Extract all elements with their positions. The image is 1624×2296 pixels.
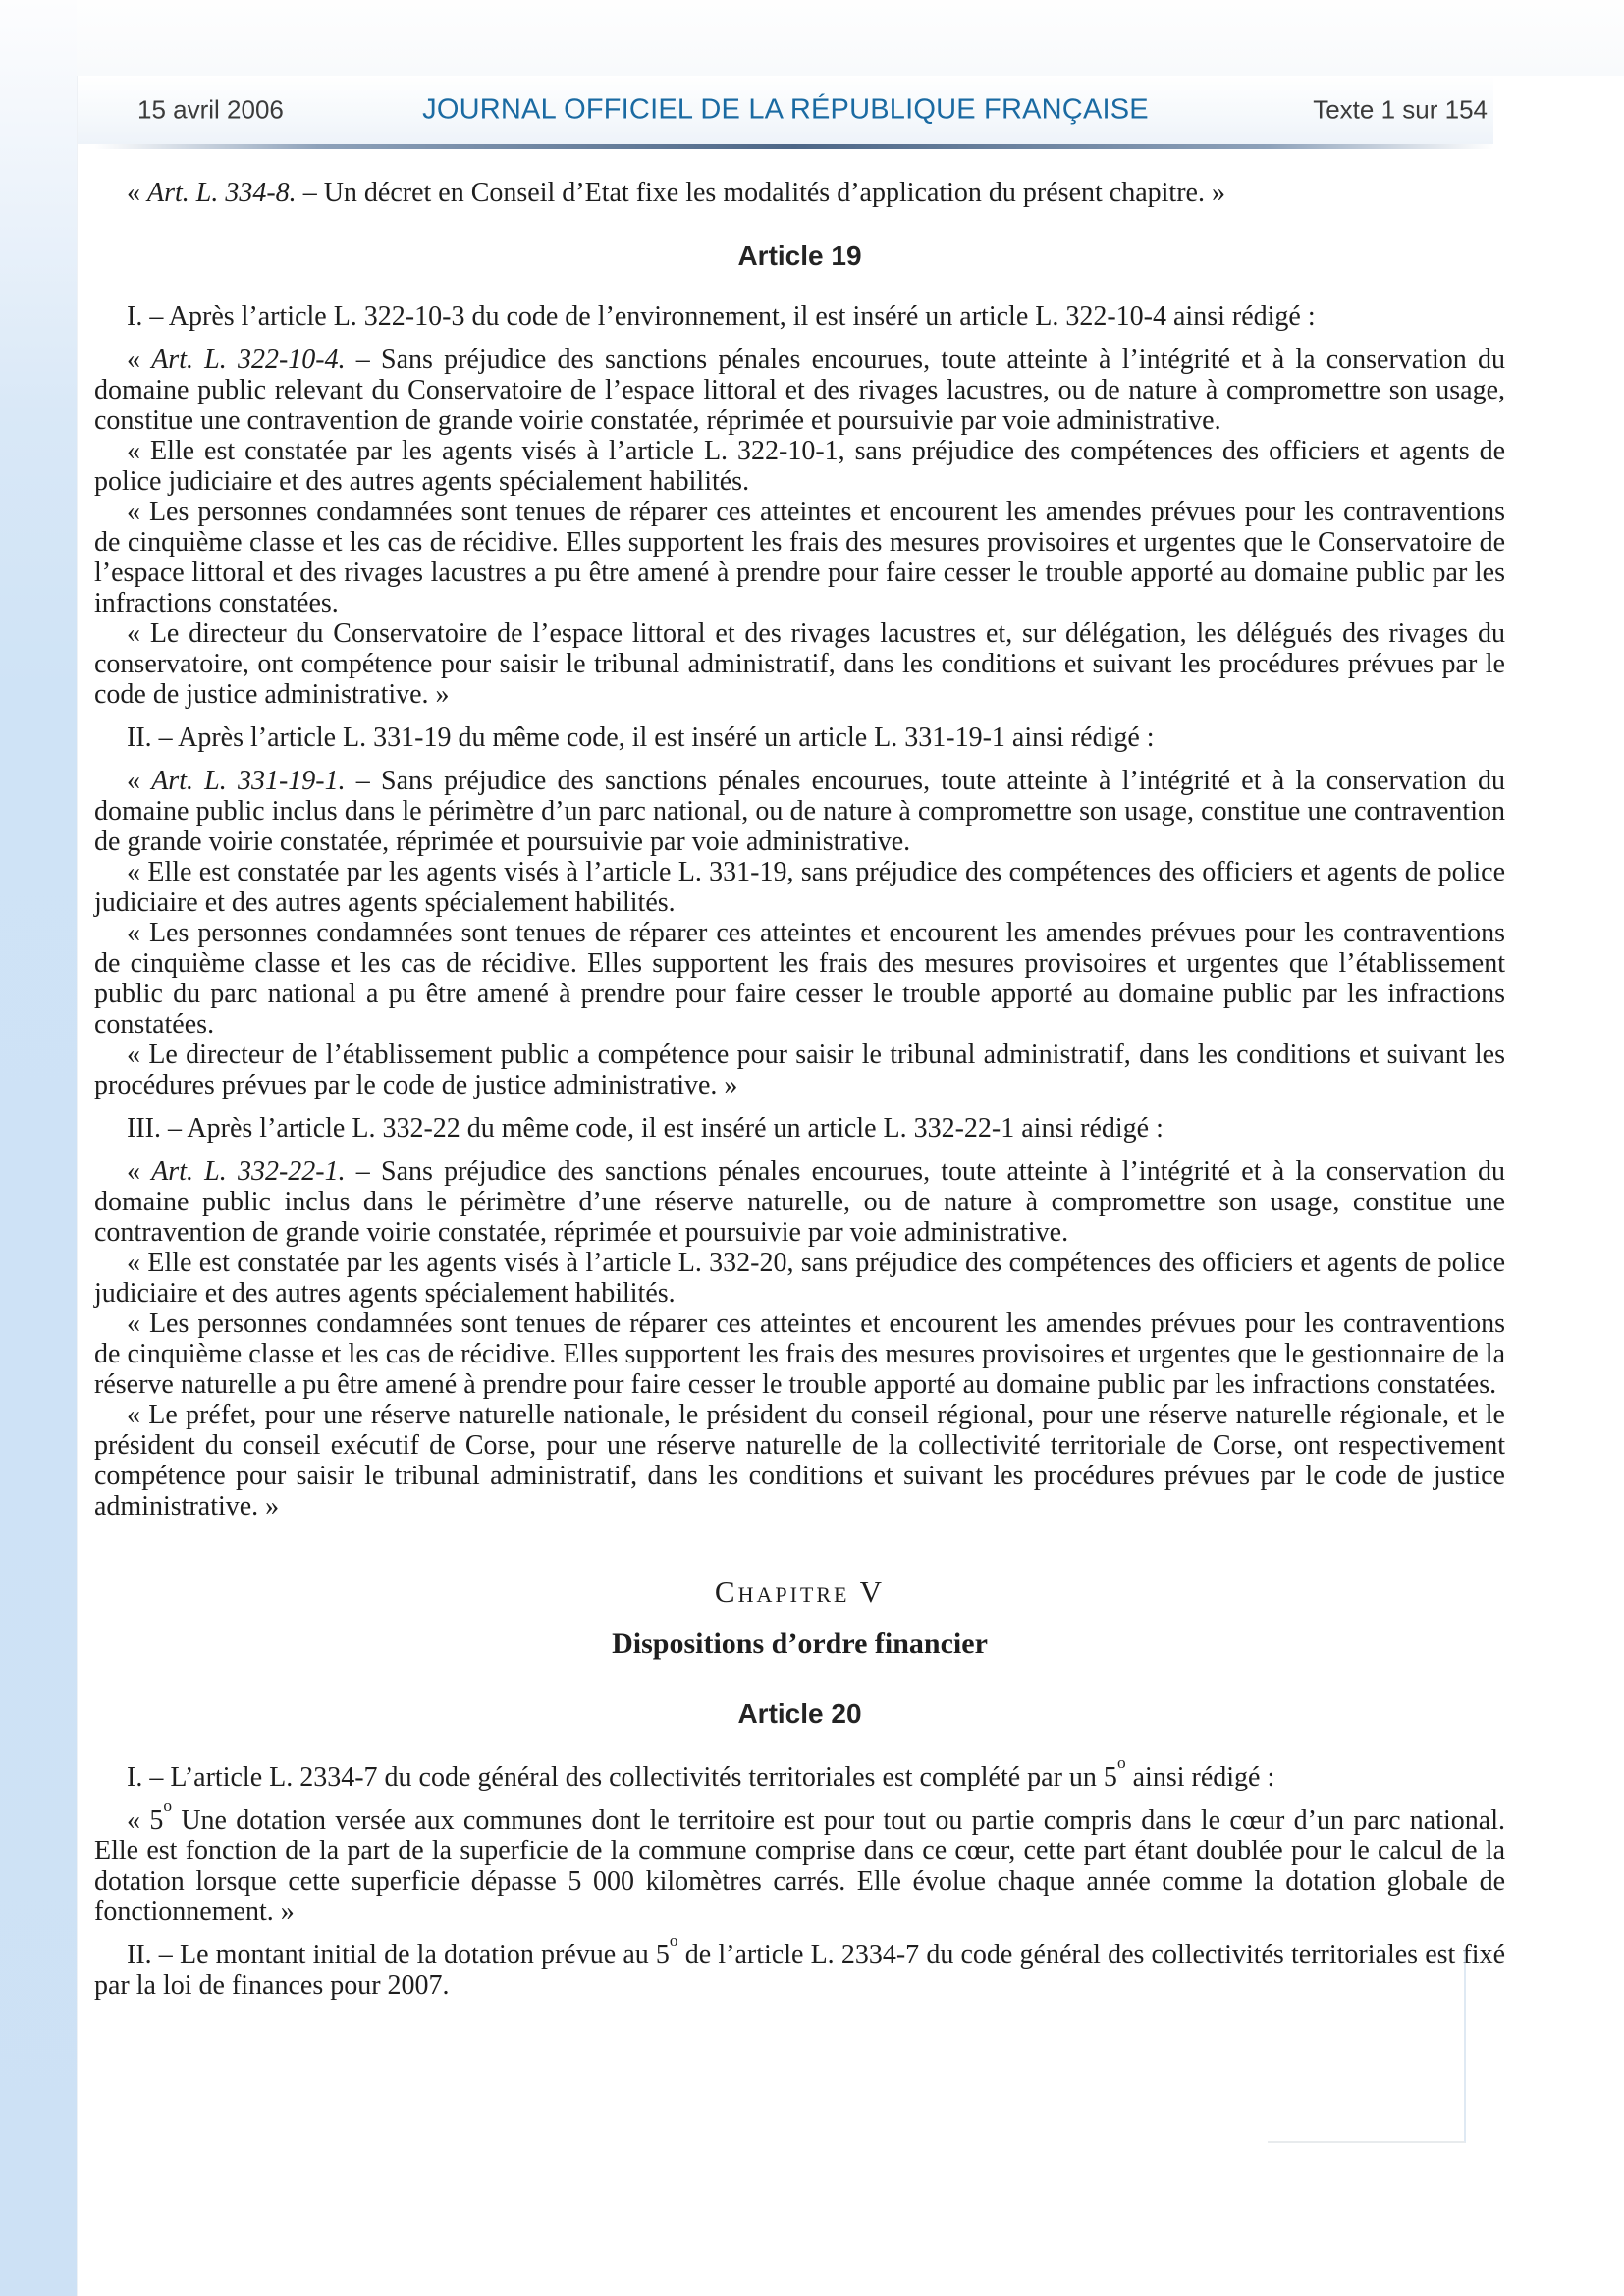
paragraph: « Art. L. 334-8. – Un décret en Conseil d’Etat fixe les modalités d’application du présent chapitre. » xyxy=(127,178,1225,208)
paragraph: « Les personnes condamnées sont tenues de réparer ces atteintes et encourent les amendes prévues pour les contraventions de cinquième classe et les cas de récidive. Elles supportent les frais des mesures provisoires et urgentes que l’établissement public du parc national a pu être amené à prendre pour faire cesser le trouble apporté au domaine public par les infractions constatées. xyxy=(94,918,1505,1040)
article-heading: Article 19 xyxy=(737,240,862,271)
journal-header xyxy=(78,76,1493,144)
paragraph: « 5$^o$ Une dotation versée aux communes dont le territoire est pour tout ou partie compris dans le cœur d’un parc national. Elle est fonction de la part de la superficie de la commune comprise dans ce cœur, cette part étant doublée pour le calcul de la dotation lorsque cette superficie dépasse 5 000 kilomètres carrés. Elle évolue chaque année comme la dotation globale de fonctionnement. » xyxy=(94,1795,1506,1927)
paragraph: « Art. L. 331-19-1. – Sans préjudice des sanctions pénales encourues, toute atteinte à l’intégrité et à la conservation du domaine public inclus dans le périmètre d’un parc national, ou de nature à compromettre son usage, constitue une contravention de grande voirie constatée, réprimée et poursuivie par voie administrative. xyxy=(94,766,1505,857)
paragraph: II. – Le montant initial de la dotation prévue au 5$^o$ de l’article L. 2334-7 du code général des collectivités territoriales est fixé par la loi de finances pour 2007. xyxy=(94,1930,1506,2001)
paragraph: « Elle est constatée par les agents visés à l’article L. 322-10-1, sans préjudice des compétences des officiers et agents de police judiciaire et des autres agents spécialement habilités. xyxy=(94,436,1505,497)
paragraph: « Les personnes condamnées sont tenues de réparer ces atteintes et encourent les amendes prévues pour les contraventions de cinquième classe et les cas de récidive. Elles supportent les frais des mesures provisoires et urgentes que le Conservatoire de l’espace littoral et des rivages lacustres a pu être amené à prendre pour faire cesser le trouble apporté au domaine public par les infractions constatées. xyxy=(94,497,1505,618)
left-margin-strip xyxy=(0,0,77,2296)
header-rule xyxy=(94,144,1493,149)
article-heading: Article 20 xyxy=(737,1698,862,1729)
header-title: JOURNAL OFFICIEL DE LA RÉPUBLIQUE FRANÇAISE xyxy=(422,93,1149,126)
paragraph: I. – L’article L. 2334-7 du code général des collectivités territoriales est complété par un 5$^o$ ainsi rédigé : xyxy=(127,1752,1275,1792)
chapter-title: Dispositions d’ordre financier xyxy=(612,1628,988,1660)
paragraph: « Elle est constatée par les agents visés à l’article L. 331-19, sans préjudice des compétences des officiers et agents de police judiciaire et des autres agents spécialement habilités. xyxy=(94,857,1505,918)
viewer-corner-artifact xyxy=(1268,1950,1466,2143)
page-top-margin xyxy=(77,0,1624,77)
paragraph: « Art. L. 332-22-1. – Sans préjudice des sanctions pénales encourues, toute atteinte à l’intégrité et à la conservation du domaine public inclus dans le périmètre d’une réserve naturelle, ou de nature à compromettre son usage, constitue une contravention de grande voirie constatée, réprimée et poursuivie par voie administrative. xyxy=(94,1156,1505,1248)
paragraph: III. – Après l’article L. 332-22 du même code, il est inséré un article L. 332-22-1 ainsi rédigé : xyxy=(127,1113,1164,1144)
paragraph: « Elle est constatée par les agents visés à l’article L. 332-20, sans préjudice des compétences des officiers et agents de police judiciaire et des autres agents spécialement habilités. xyxy=(94,1248,1505,1308)
paragraph: « Le préfet, pour une réserve naturelle nationale, le président du conseil régional, pour une réserve naturelle régionale, et le président du conseil exécutif de Corse, pour une réserve naturelle de la collectivité territoriale de Corse, ont respectivement compétence pour saisir le tribunal administratif, dans les conditions et suivant les procédures prévues par le code de justice administrative. » xyxy=(94,1400,1505,1522)
paragraph: I. – Après l’article L. 322-10-3 du code de l’environnement, il est inséré un article L. 322-10-4 ainsi rédigé : xyxy=(127,301,1316,332)
paragraph: II. – Après l’article L. 331-19 du même code, il est inséré un article L. 331-19-1 ainsi rédigé : xyxy=(127,722,1155,753)
paragraph: « Les personnes condamnées sont tenues de réparer ces atteintes et encourent les amendes prévues pour les contraventions de cinquième classe et les cas de récidive. Elles supportent les frais des mesures provisoires et urgentes que le gestionnaire de la réserve naturelle a pu être amené à prendre pour faire cesser le trouble apporté au domaine public par les infractions constatées. xyxy=(94,1308,1505,1400)
header-date: 15 avril 2006 xyxy=(137,94,284,125)
paragraph: « Le directeur de l’établissement public a compétence pour saisir le tribunal administratif, dans les conditions et suivant les procédures prévues par le code de justice administrative. » xyxy=(94,1040,1505,1100)
paragraph: « Art. L. 322-10-4. – Sans préjudice des sanctions pénales encourues, toute atteinte à l’intégrité et à la conservation du domaine public relevant du Conservatoire de l’espace littoral et des rivages lacustres, ou de nature à compromettre son usage, constitue une contravention de grande voirie constatée, réprimée et poursuivie par voie administrative. xyxy=(94,345,1505,436)
chapter-number: Chapitre V xyxy=(714,1575,886,1609)
chapter-heading xyxy=(94,1576,1505,1659)
header-page-ref: Texte 1 sur 154 xyxy=(1313,94,1488,125)
paragraph: « Le directeur du Conservatoire de l’espace littoral et des rivages lacustres et, sur délégation, les délégués des rivages du conservatoire, ont compétence pour saisir le tribunal administratif, dans les conditions et suivant les procédures prévues par le code de justice administrative. » xyxy=(94,618,1505,710)
article-body xyxy=(94,178,1505,2001)
